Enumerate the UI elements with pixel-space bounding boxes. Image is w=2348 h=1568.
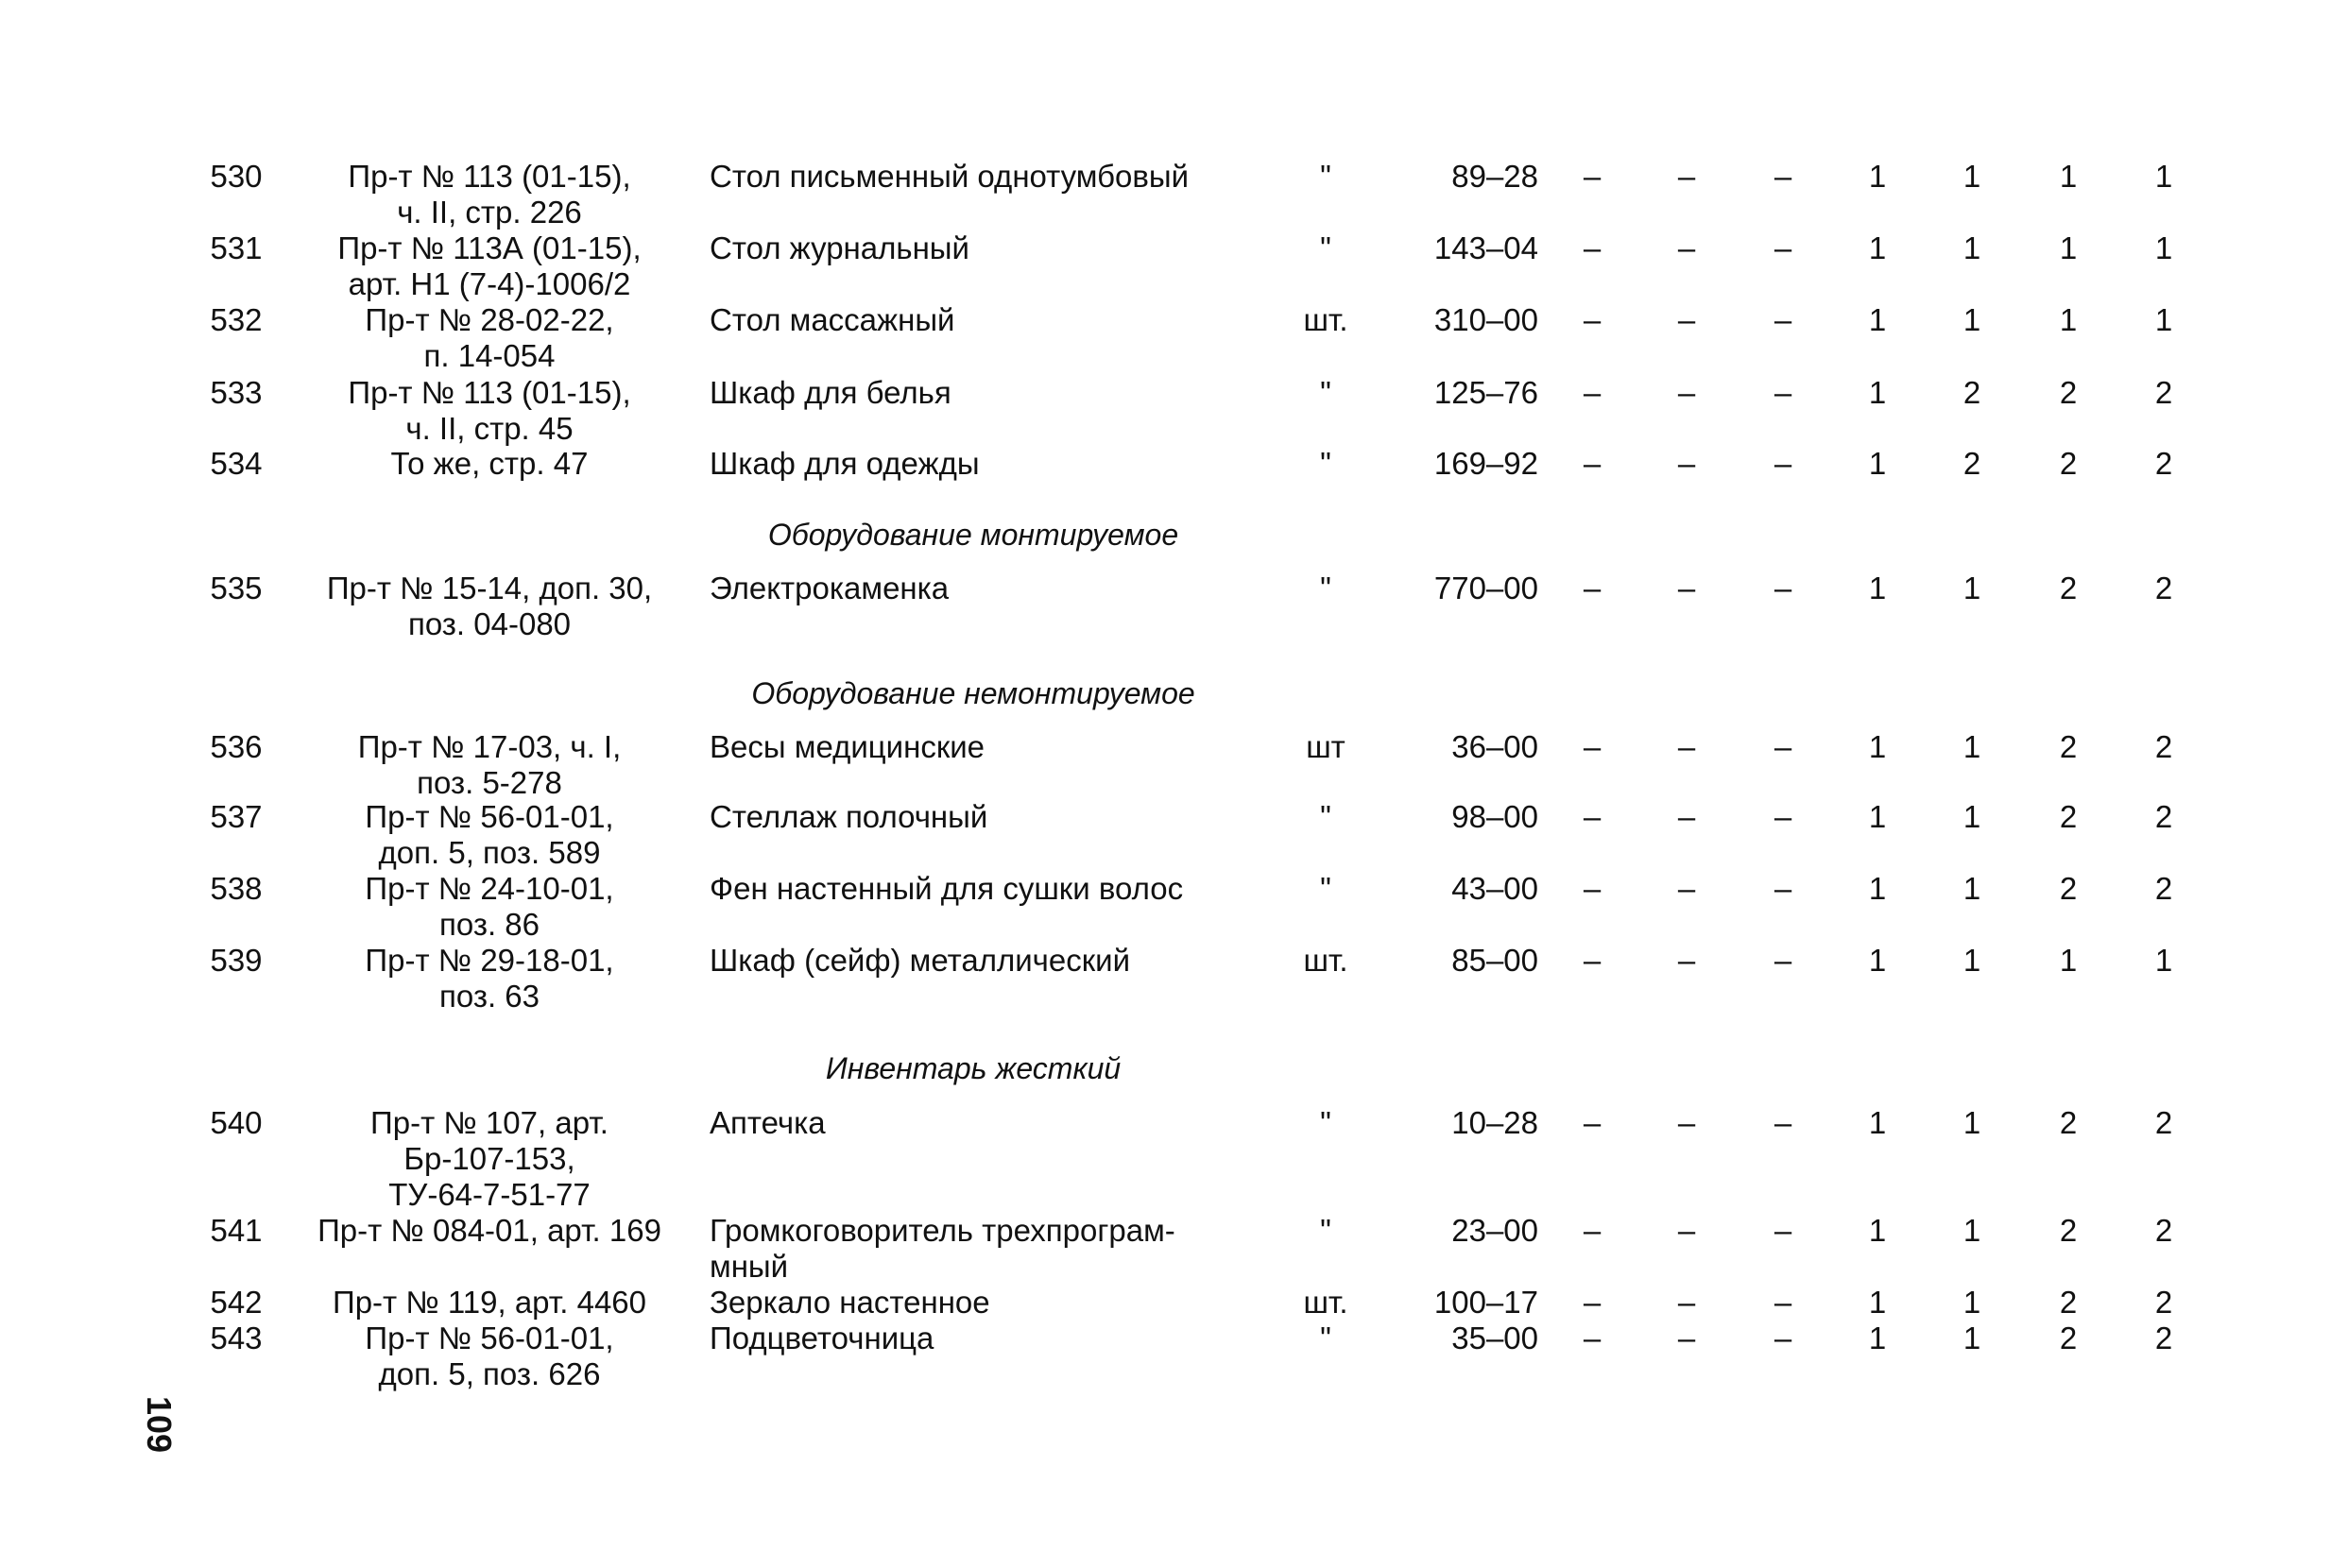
name-line: Шкаф для одежды <box>710 446 980 481</box>
section-heading: Оборудование немонтируемое <box>751 676 1195 710</box>
price: 10–28 <box>1451 1105 1538 1140</box>
qty-col-6: 2 <box>2059 871 2078 906</box>
row-number: 534 <box>210 446 263 481</box>
qty-col-7: 2 <box>2154 1105 2173 1140</box>
qty-col-3: – <box>1774 799 1792 834</box>
row-reference <box>291 871 688 943</box>
name-line: Зеркало настенное <box>710 1285 990 1320</box>
qty-col-3: – <box>1774 1105 1792 1140</box>
qty-col-1: – <box>1583 799 1602 834</box>
item-name <box>710 302 1277 338</box>
price: 35–00 <box>1451 1321 1538 1355</box>
row-reference <box>291 375 688 447</box>
qty-col-3: – <box>1774 159 1792 194</box>
qty-col-4: 1 <box>1868 1213 1887 1248</box>
qty-col-7: 2 <box>2154 1285 2173 1320</box>
qty-col-7: 2 <box>2154 799 2173 834</box>
qty-col-7: 1 <box>2154 943 2173 978</box>
item-name <box>710 1105 1277 1141</box>
name-line: Шкаф для белья <box>710 375 951 410</box>
reference-line: поз. 86 <box>438 907 540 942</box>
qty-col-5: 1 <box>1962 302 1981 337</box>
qty-col-7: 2 <box>2154 446 2173 481</box>
name-line: Громкоговоритель трехпрограм- <box>710 1213 1175 1248</box>
reference-line: ч. II, стр. 45 <box>405 411 574 446</box>
qty-col-7: 2 <box>2154 729 2173 764</box>
qty-col-3: – <box>1774 729 1792 764</box>
qty-col-5: 1 <box>1962 1105 1981 1140</box>
reference-line: Пр-т № 113 (01-15), <box>348 159 631 194</box>
reference-line: ТУ-64-7-51-77 <box>388 1177 591 1212</box>
reference-line: Пр-т № 119, арт. 4460 <box>332 1285 647 1320</box>
unit: " <box>1320 1321 1331 1355</box>
qty-col-4: 1 <box>1868 375 1887 410</box>
qty-col-7: 2 <box>2154 375 2173 410</box>
row-reference <box>291 799 688 871</box>
qty-col-6: 2 <box>2059 799 2078 834</box>
qty-col-5: 1 <box>1962 871 1981 906</box>
qty-col-4: 1 <box>1868 230 1887 265</box>
name-line: Стеллаж полочный <box>710 799 988 834</box>
unit: шт. <box>1303 302 1348 337</box>
qty-col-3: – <box>1774 571 1792 605</box>
qty-col-5: 1 <box>1962 943 1981 978</box>
qty-col-4: 1 <box>1868 871 1887 906</box>
reference-line: Пр-т № 28-02-22, <box>365 302 614 337</box>
qty-col-1: – <box>1583 1105 1602 1140</box>
qty-col-2: – <box>1677 1105 1696 1140</box>
price: 310–00 <box>1433 302 1538 337</box>
qty-col-3: – <box>1774 302 1792 337</box>
row-number: 536 <box>210 729 263 764</box>
name-line: Стол журнальный <box>710 230 969 265</box>
name-line: Весы медицинские <box>710 729 985 764</box>
row-reference <box>291 729 688 801</box>
item-name <box>710 871 1277 907</box>
price: 43–00 <box>1451 871 1538 906</box>
name-line: Фен настенный для сушки волос <box>710 871 1184 906</box>
qty-col-2: – <box>1677 230 1696 265</box>
qty-col-7: 2 <box>2154 871 2173 906</box>
reference-line: п. 14-054 <box>423 338 556 373</box>
reference-line: ч. II, стр. 226 <box>397 195 582 230</box>
price: 770–00 <box>1433 571 1538 605</box>
price: 36–00 <box>1451 729 1538 764</box>
qty-col-1: – <box>1583 230 1602 265</box>
qty-col-4: 1 <box>1868 159 1887 194</box>
reference-line: Пр-т № 56-01-01, <box>365 799 614 834</box>
reference-line: поз. 04-080 <box>407 606 572 641</box>
row-reference <box>291 1285 688 1321</box>
item-name <box>710 943 1277 979</box>
qty-col-4: 1 <box>1868 1285 1887 1320</box>
row-number: 543 <box>210 1321 263 1355</box>
name-line: Электрокаменка <box>710 571 950 605</box>
name-line: Аптечка <box>710 1105 826 1140</box>
qty-col-6: 1 <box>2059 302 2078 337</box>
qty-col-1: – <box>1583 302 1602 337</box>
qty-col-4: 1 <box>1868 1105 1887 1140</box>
name-line: Стол письменный однотумбовый <box>710 159 1190 194</box>
qty-col-6: 2 <box>2059 446 2078 481</box>
section-heading: Оборудование монтируемое <box>767 518 1179 552</box>
reference-line: Пр-т № 113 (01-15), <box>348 375 631 410</box>
row-number: 531 <box>210 230 263 265</box>
qty-col-6: 2 <box>2059 1105 2078 1140</box>
qty-col-1: – <box>1583 375 1602 410</box>
item-name <box>710 159 1277 195</box>
name-line: мный <box>710 1249 789 1284</box>
price: 98–00 <box>1451 799 1538 834</box>
reference-line: Пр-т № 084-01, арт. 169 <box>317 1213 661 1248</box>
unit: " <box>1320 871 1331 906</box>
row-reference <box>291 1321 688 1392</box>
qty-col-6: 2 <box>2059 1285 2078 1320</box>
item-name <box>710 571 1277 606</box>
row-reference <box>291 943 688 1014</box>
name-line: Подцветочница <box>710 1321 934 1355</box>
qty-col-1: – <box>1583 729 1602 764</box>
qty-col-3: – <box>1774 1213 1792 1248</box>
row-reference <box>291 1213 688 1249</box>
price: 85–00 <box>1451 943 1538 978</box>
reference-line: Пр-т № 17-03, ч. I, <box>357 729 622 764</box>
qty-col-3: – <box>1774 375 1792 410</box>
row-number: 539 <box>210 943 263 978</box>
unit: " <box>1320 799 1331 834</box>
qty-col-5: 2 <box>1962 446 1981 481</box>
qty-col-2: – <box>1677 375 1696 410</box>
row-reference <box>291 302 688 374</box>
qty-col-2: – <box>1677 571 1696 605</box>
qty-col-5: 2 <box>1962 375 1981 410</box>
row-number: 542 <box>210 1285 263 1320</box>
qty-col-3: – <box>1774 943 1792 978</box>
row-number: 540 <box>210 1105 263 1140</box>
reference-line: поз. 63 <box>438 979 540 1014</box>
reference-line: поз. 5-278 <box>417 765 562 800</box>
unit: " <box>1320 446 1331 481</box>
price: 89–28 <box>1451 159 1538 194</box>
qty-col-5: 1 <box>1962 159 1981 194</box>
qty-col-2: – <box>1677 302 1696 337</box>
price: 169–92 <box>1433 446 1538 481</box>
qty-col-5: 1 <box>1962 571 1981 605</box>
name-line: Стол массажный <box>710 302 955 337</box>
qty-col-6: 1 <box>2059 943 2078 978</box>
qty-col-2: – <box>1677 1213 1696 1248</box>
unit: " <box>1320 159 1331 194</box>
item-name <box>710 729 1277 765</box>
qty-col-3: – <box>1774 1321 1792 1355</box>
qty-col-4: 1 <box>1868 302 1887 337</box>
qty-col-6: 2 <box>2059 729 2078 764</box>
reference-line: Бр-107-153, <box>403 1141 575 1176</box>
item-name <box>710 230 1277 266</box>
page-number: 109 <box>140 1396 179 1454</box>
qty-col-6: 2 <box>2059 1321 2078 1355</box>
row-number: 533 <box>210 375 263 410</box>
row-reference <box>291 1105 688 1213</box>
reference-line: Пр-т № 24-10-01, <box>365 871 614 906</box>
qty-col-3: – <box>1774 446 1792 481</box>
row-reference <box>291 571 688 642</box>
qty-col-1: – <box>1583 943 1602 978</box>
qty-col-7: 1 <box>2154 159 2173 194</box>
qty-col-1: – <box>1583 446 1602 481</box>
item-name <box>710 799 1277 835</box>
qty-col-7: 1 <box>2154 302 2173 337</box>
row-reference <box>291 446 688 482</box>
qty-col-4: 1 <box>1868 446 1887 481</box>
row-number: 532 <box>210 302 263 337</box>
item-name <box>710 1213 1277 1285</box>
qty-col-7: 2 <box>2154 571 2173 605</box>
qty-col-1: – <box>1583 1285 1602 1320</box>
qty-col-2: – <box>1677 871 1696 906</box>
reference-line: доп. 5, поз. 626 <box>378 1356 601 1391</box>
qty-col-4: 1 <box>1868 943 1887 978</box>
reference-line: доп. 5, поз. 589 <box>378 835 601 870</box>
qty-col-4: 1 <box>1868 729 1887 764</box>
row-number: 537 <box>210 799 263 834</box>
section-heading: Инвентарь жесткий <box>825 1051 1122 1085</box>
qty-col-6: 2 <box>2059 571 2078 605</box>
qty-col-1: – <box>1583 159 1602 194</box>
price: 125–76 <box>1433 375 1538 410</box>
qty-col-2: – <box>1677 799 1696 834</box>
row-reference <box>291 159 688 230</box>
reference-line: Пр-т № 56-01-01, <box>365 1321 614 1355</box>
qty-col-2: – <box>1677 943 1696 978</box>
price: 100–17 <box>1433 1285 1538 1320</box>
qty-col-1: – <box>1583 871 1602 906</box>
reference-line: Пр-т № 113А (01-15), <box>337 230 642 265</box>
unit: " <box>1320 571 1331 605</box>
reference-line: арт. Н1 (7-4)-1006/2 <box>348 266 631 301</box>
qty-col-6: 2 <box>2059 1213 2078 1248</box>
row-number: 541 <box>210 1213 263 1248</box>
unit: шт. <box>1303 1285 1348 1320</box>
qty-col-7: 2 <box>2154 1213 2173 1248</box>
qty-col-3: – <box>1774 230 1792 265</box>
row-number: 535 <box>210 571 263 605</box>
qty-col-2: – <box>1677 159 1696 194</box>
reference-line: То же, стр. 47 <box>390 446 589 481</box>
qty-col-2: – <box>1677 1321 1696 1355</box>
qty-col-6: 1 <box>2059 230 2078 265</box>
item-name <box>710 1285 1277 1321</box>
qty-col-5: 1 <box>1962 799 1981 834</box>
qty-col-7: 1 <box>2154 230 2173 265</box>
qty-col-2: – <box>1677 729 1696 764</box>
item-name <box>710 375 1277 411</box>
qty-col-2: – <box>1677 446 1696 481</box>
unit: " <box>1320 1213 1331 1248</box>
qty-col-1: – <box>1583 1213 1602 1248</box>
item-name <box>710 446 1277 482</box>
qty-col-4: 1 <box>1868 1321 1887 1355</box>
qty-col-6: 2 <box>2059 375 2078 410</box>
qty-col-1: – <box>1583 571 1602 605</box>
reference-line: Пр-т № 29-18-01, <box>365 943 614 978</box>
unit: " <box>1320 1105 1331 1140</box>
qty-col-7: 2 <box>2154 1321 2173 1355</box>
unit: шт <box>1306 729 1345 764</box>
qty-col-2: – <box>1677 1285 1696 1320</box>
qty-col-5: 1 <box>1962 1213 1981 1248</box>
item-name <box>710 1321 1277 1356</box>
qty-col-1: – <box>1583 1321 1602 1355</box>
row-reference <box>291 230 688 302</box>
qty-col-5: 1 <box>1962 230 1981 265</box>
qty-col-4: 1 <box>1868 571 1887 605</box>
qty-col-4: 1 <box>1868 799 1887 834</box>
unit: шт. <box>1303 943 1348 978</box>
reference-line: Пр-т № 15-14, доп. 30, <box>326 571 653 605</box>
reference-line: Пр-т № 107, арт. <box>370 1105 608 1140</box>
price: 23–00 <box>1451 1213 1538 1248</box>
qty-col-3: – <box>1774 1285 1792 1320</box>
price: 143–04 <box>1433 230 1538 265</box>
unit: " <box>1320 375 1331 410</box>
qty-col-6: 1 <box>2059 159 2078 194</box>
row-number: 530 <box>210 159 263 194</box>
unit: " <box>1320 230 1331 265</box>
qty-col-5: 1 <box>1962 729 1981 764</box>
qty-col-5: 1 <box>1962 1285 1981 1320</box>
name-line: Шкаф (сейф) металлический <box>710 943 1131 978</box>
qty-col-5: 1 <box>1962 1321 1981 1355</box>
row-number: 538 <box>210 871 263 906</box>
qty-col-3: – <box>1774 871 1792 906</box>
